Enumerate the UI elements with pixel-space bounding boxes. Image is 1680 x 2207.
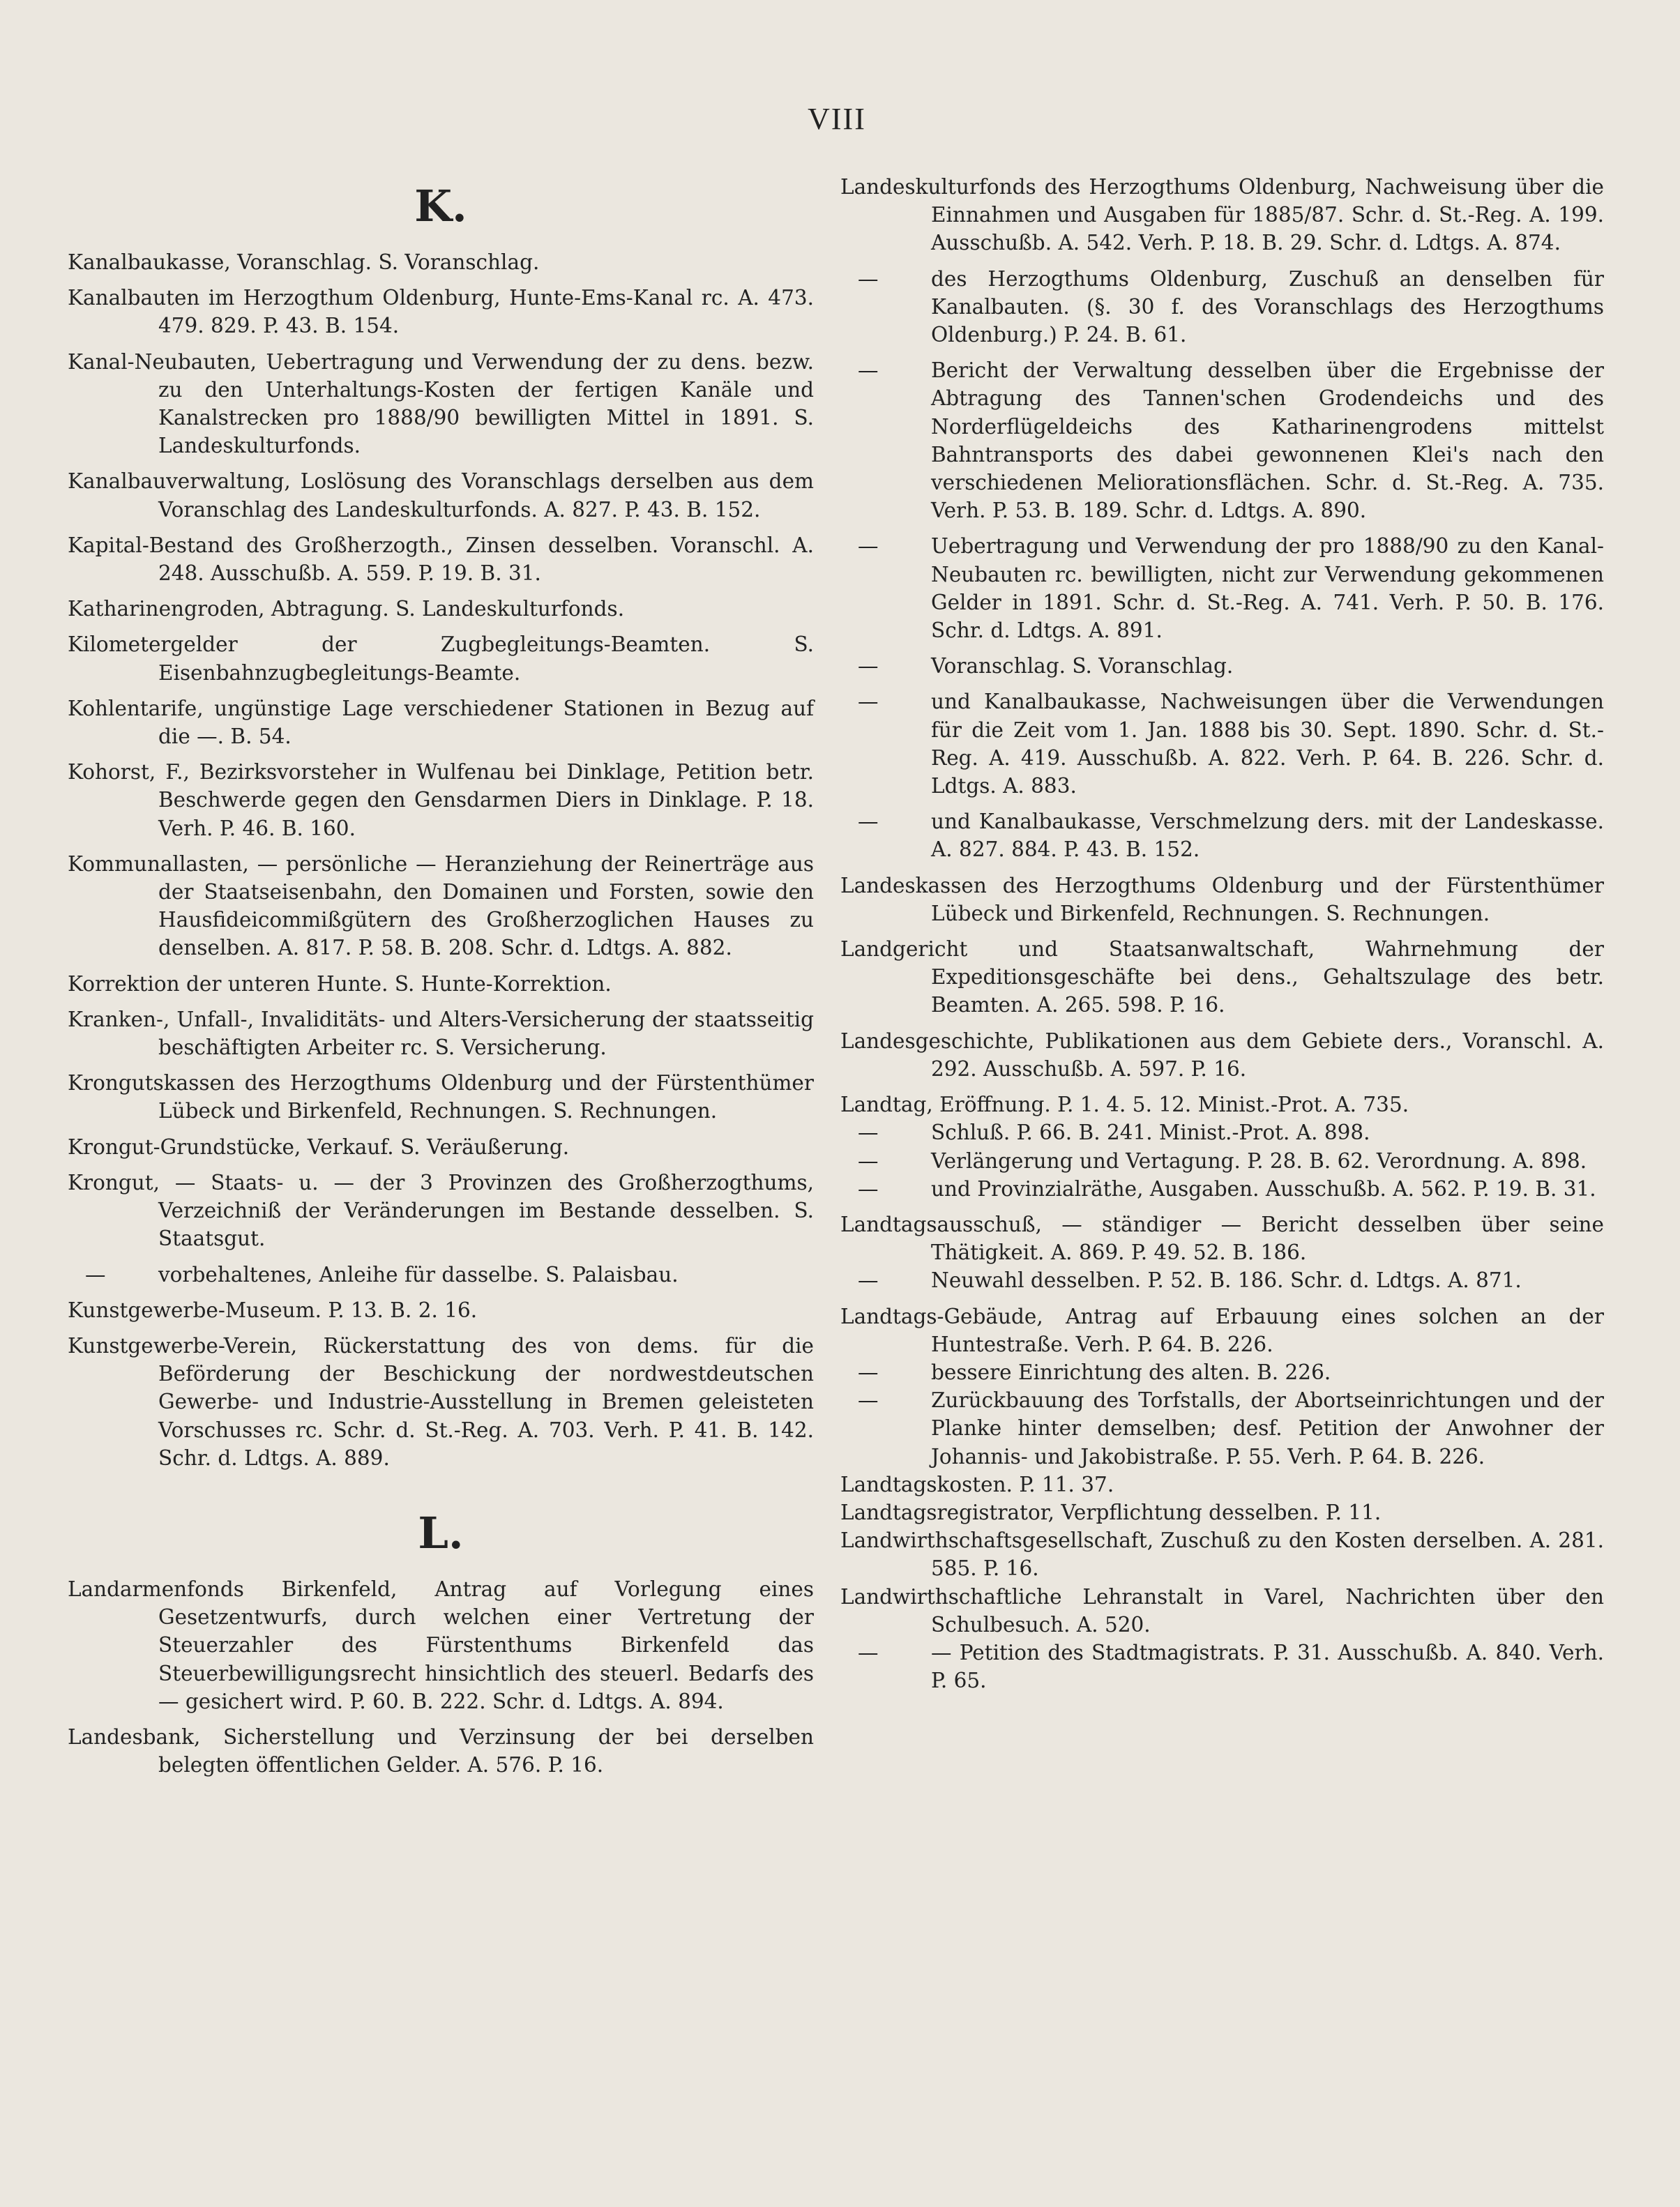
- index-entry: Kommunallasten, — persönliche — Heranziehung der Reinerträge aus der Staatseisenbahn, den Domainen und Forsten, sowie den Hausfideicommißgütern des Großherzoglichen Hauses zu denselben. A. 817. P. 58. B. 208. Schr. d. Ldtgs. A. 882.: [68, 851, 814, 960]
- index-entry: Landeskassen des Herzogthums Oldenburg und der Fürstenthümer Lübeck und Birkenfeld, Rechnungen. S. Rechnungen.: [840, 873, 1604, 925]
- index-entry: Landtagsregistrator, Verpflichtung desselben. P. 11.: [840, 1500, 1382, 1524]
- index-entry: Kanalbauverwaltung, Loslösung des Voranschlags derselben aus dem Voranschlag des Landeskulturfonds. A. 827. P. 43. B. 152.: [68, 469, 814, 522]
- index-entry: Landwirthschaftliche Lehranstalt in Varel, Nachrichten über den Schulbesuch. A. 520.: [840, 1584, 1604, 1637]
- index-subentry: — des Herzogthums Oldenburg, Zuschuß an denselben für Kanalbauten. (§. 30 f. des Voranschlags des Herzogthums Oldenburg.) P. 24. B. 61.: [840, 265, 1604, 349]
- index-entry: Landesbank, Sicherstellung und Verzinsung der bei derselben belegten öffentlichen Gelder. A. 576. P. 16.: [68, 1724, 814, 1777]
- index-subentry: — Neuwahl desselben. P. 52. B. 186. Schr. d. Ldtgs. A. 871.: [840, 1266, 1604, 1294]
- index-entry: Katharinengroden, Abtragung. S. Landeskulturfonds.: [68, 597, 625, 621]
- index-subentry: — Schluß. P. 66. B. 241. Minist.-Prot. A. 898.: [840, 1118, 1604, 1146]
- section-heading-k: K.: [414, 181, 467, 232]
- left-column: [68, 173, 814, 1787]
- index-entry: Krongut-Grundstücke, Verkauf. S. Veräußerung.: [68, 1135, 570, 1159]
- index-entry: Krongut, — Staats- u. — der 3 Provinzen des Großherzogthums, Verzeichniß der Veränderungen im Bestande desselben. S. Staatsgut.: [68, 1170, 814, 1251]
- index-entry: Landtags-Gebäude, Antrag auf Erbauung eines solchen an der Huntestraße. Verh. P. 64. B. 226.: [840, 1304, 1604, 1356]
- index-subentry: — Uebertragung und Verwendung der pro 1888/90 zu den Kanal-Neubauten rc. bewilligten, nicht zur Verwendung gekommenen Gelder in 1891. Schr. d. St.-Reg. A. 741. Verh. P. 50. B. 176. Schr. d. Ldtgs. A. 891.: [840, 532, 1604, 644]
- index-entry: Landeskulturfonds des Herzogthums Oldenburg, Nachweisung über die Einnahmen und Ausgaben für 1885/87. Schr. d. St.-Reg. A. 199. Ausschußb. A. 542. Verh. P. 18. B. 29. Schr. d. Ldtgs. A. 874.: [840, 175, 1604, 255]
- index-subentry: — — Petition des Stadtmagistrats. P. 31. Ausschußb. A. 840. Verh. P. 65.: [840, 1639, 1604, 1694]
- index-entry: Kilometergelder der Zugbegleitungs-Beamten. S. Eisenbahnzugbegleitungs-Beamte.: [68, 632, 814, 685]
- index-subentry: — Zurückbauung des Torfstalls, der Abortseinrichtungen und der Planke hinter demselben; desf. Petition der Anwohner der Johannis- und Jakobistraße. P. 55. Verh. P. 64. B. 226.: [840, 1386, 1604, 1471]
- index-subentry: — und Kanalbaukasse, Nachweisungen über die Verwendungen für die Zeit vom 1. Jan. 1888 bis 30. Sept. 1890. Schr. d. St.-Reg. A. 419. Ausschußb. A. 822. Verh. P. 64. B. 226. Schr. d. Ldtgs. A. 883.: [840, 688, 1604, 800]
- index-entry: Landtagsausschuß, — ständiger — Bericht desselben über seine Thätigkeit. A. 869. P. 49. 52. B. 186.: [840, 1212, 1604, 1265]
- index-subentry: — vorbehaltenes, Anleihe für dasselbe. S. Palaisbau.: [68, 1261, 814, 1289]
- index-subentry: — Bericht der Verwaltung desselben über die Ergebnisse der Abtragung des Tannen'schen Grodendeichs und des Norderflügeldeichs des Katharinengrodens mittelst Bahntransports des dabei gewonnenen Klei's nach den verschiedenen Meliorationsflächen. Schr. d. St.-Reg. A. 735. Verh. P. 53. B. 189. Schr. d. Ldtgs. A. 890.: [840, 356, 1604, 524]
- index-subentry: — bessere Einrichtung des alten. B. 226.: [840, 1358, 1604, 1386]
- index-entry: Landarmenfonds Birkenfeld, Antrag auf Vorlegung eines Gesetzentwurfs, durch welchen einer Vertretung der Steuerzahler des Fürstenthums Birkenfeld das Steuerbewilligungsrecht hinsichtlich des steuerl. Bedarfs des — gesichert wird. P. 60. B. 222. Schr. d. Ldtgs. A. 894.: [68, 1577, 814, 1713]
- index-entry: Landgericht und Staatsanwaltschaft, Wahrnehmung der Expeditionsgeschäfte bei dens., Gehaltszulage des betr. Beamten. A. 265. 598. P. 16.: [840, 937, 1604, 1017]
- index-entry: Kanalbauten im Herzogthum Oldenburg, Hunte-Ems-Kanal rc. A. 473. 479. 829. P. 43. B. 154.: [68, 286, 814, 338]
- index-entry: Kranken-, Unfall-, Invaliditäts- und Alters-Versicherung der staatsseitig beschäftigten Arbeiter rc. S. Versicherung.: [68, 1007, 814, 1060]
- index-subentry: — und Kanalbaukasse, Verschmelzung ders. mit der Landeskasse. A. 827. 884. P. 43. B. 152.: [840, 807, 1604, 863]
- index-entry: Landesgeschichte, Publikationen aus dem Gebiete ders., Voranschl. A. 292. Ausschußb. A. 597. P. 16.: [840, 1029, 1604, 1081]
- section-heading-l: L.: [418, 1507, 464, 1558]
- index-entry: Kapital-Bestand des Großherzogth., Zinsen desselben. Voranschl. A. 248. Ausschußb. A. 559. P. 19. B. 31.: [68, 533, 814, 586]
- index-entry: Korrektion der unteren Hunte. S. Hunte-Korrektion.: [68, 971, 612, 996]
- page-number: VIII: [808, 102, 866, 136]
- index-entry: Kohorst, F., Bezirksvorsteher in Wulfenau bei Dinklage, Petition betr. Beschwerde gegen den Gensdarmen Diers in Dinklage. P. 18. Verh. P. 46. B. 160.: [68, 760, 814, 840]
- index-entry: Kohlentarife, ungünstige Lage verschiedener Stationen in Bezug auf die —. B. 54.: [68, 696, 814, 749]
- index-entry: Kanalbaukasse, Voranschlag. S. Voranschlag.: [68, 250, 540, 274]
- index-entry: Krongutskassen des Herzogthums Oldenburg und der Fürstenthümer Lübeck und Birkenfeld, Rechnungen. S. Rechnungen.: [68, 1071, 814, 1123]
- index-entry: Landtag, Eröffnung. P. 1. 4. 5. 12. Minist.-Prot. A. 735.: [840, 1093, 1409, 1117]
- index-entry: Kunstgewerbe-Museum. P. 13. B. 2. 16.: [68, 1298, 478, 1322]
- index-subentry: — Voranschlag. S. Voranschlag.: [840, 652, 1604, 680]
- index-subentry: — und Provinzialräthe, Ausgaben. Ausschußb. A. 562. P. 19. B. 31.: [840, 1175, 1604, 1203]
- index-entry: Landtagskosten. P. 11. 37.: [840, 1472, 1114, 1496]
- index-entry: Kanal-Neubauten, Uebertragung und Verwendung der zu dens. bezw. zu den Unterhaltungs-Kosten der fertigen Kanäle und Kanalstrecken pro 1888/90 bewilligten Mittel in 1891. S. Landeskulturfonds.: [68, 349, 814, 458]
- right-column: [840, 173, 1604, 1694]
- index-entry: Landwirthschaftsgesellschaft, Zuschuß zu den Kosten derselben. A. 281. 585. P. 16.: [840, 1529, 1604, 1581]
- index-subentry: — Verlängerung und Vertagung. P. 28. B. 62. Verordnung. A. 898.: [840, 1147, 1604, 1175]
- index-entry: Kunstgewerbe-Verein, Rückerstattung des von dems. für die Beförderung der Beschickung der nordwestdeutschen Gewerbe- und Industrie-Ausstellung in Bremen geleisteten Vorschusses rc. Schr. d. St.-Reg. A. 703. Verh. P. 41. B. 142. Schr. d. Ldtgs. A. 889.: [68, 1333, 814, 1470]
